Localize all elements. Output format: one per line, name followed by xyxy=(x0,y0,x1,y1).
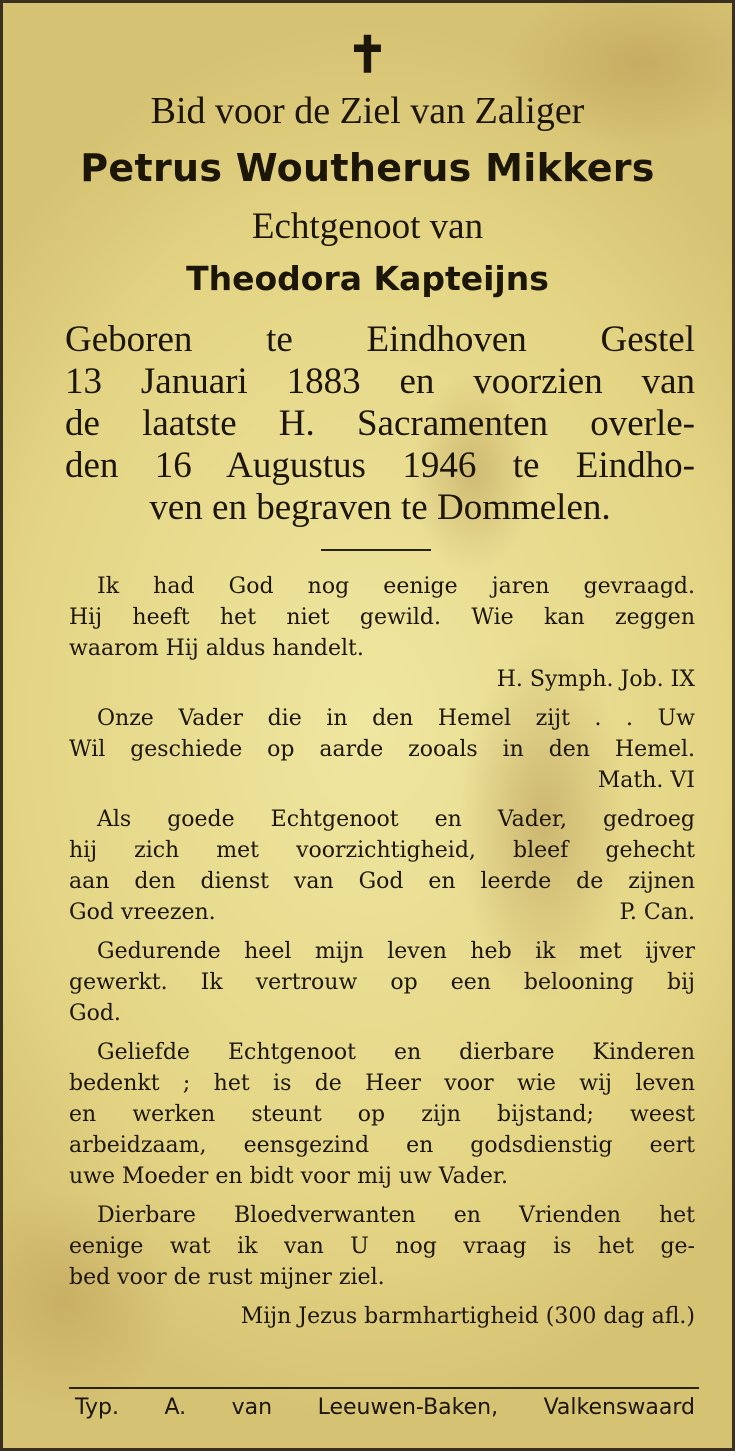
verse-line: bedenkt ; het is de Heer voor wie wij leven xyxy=(69,1071,695,1096)
divider xyxy=(321,549,431,551)
spouse-intro: Echtgenoot van xyxy=(251,206,484,247)
verse-line: God vreezen. xyxy=(69,900,216,925)
verse-source: H. Symph. Job. IX xyxy=(496,667,695,692)
verses xyxy=(69,571,695,1332)
verse-line: Hij heeft het niet gewild. Wie kan zeggen xyxy=(69,605,695,630)
prayer-line: Bid voor de Ziel van Zaliger xyxy=(150,90,585,132)
verse-line: gewerkt. Ik vertrouw op een belooning bij xyxy=(69,970,695,995)
verse-line: arbeidzaam, eensgezind en godsdienstig eert xyxy=(69,1133,695,1158)
verse-line: en werken steunt op zijn bijstand; weest xyxy=(69,1102,695,1127)
cross-icon: ✝ xyxy=(346,25,389,84)
biography xyxy=(65,319,695,529)
verse-source: P. Can. xyxy=(619,900,695,925)
deceased-name: Petrus Woutherus Mikkers xyxy=(80,146,655,190)
footer-divider xyxy=(69,1387,699,1389)
printer-credit: Typ. A. van Leeuwen-Baken, Valkenswaard xyxy=(75,1395,695,1420)
verse-line: God. xyxy=(69,1001,121,1026)
verse-line: hij zich met voorzichtigheid, bleef gehecht xyxy=(69,838,695,863)
verse-line: Geliefde Echtgenoot en dierbare Kinderen xyxy=(97,1040,695,1065)
verse-line: Ik had God nog eenige jaren gevraagd. xyxy=(97,574,695,599)
bio-line: Geboren te Eindhoven Gestel xyxy=(65,319,695,360)
bio-line: de laatste H. Sacramenten overle- xyxy=(65,403,695,444)
verse-line: bed voor de rust mijner ziel. xyxy=(69,1265,385,1290)
verse-line-with-source xyxy=(69,897,695,928)
bio-line: ven en begraven te Dommelen. xyxy=(149,487,611,528)
verse-line: Onze Vader die in den Hemel zijt . . Uw xyxy=(97,706,695,731)
bio-line: den 16 Augustus 1946 te Eindho- xyxy=(65,445,695,486)
spouse-name: Theodora Kapteijns xyxy=(186,259,549,298)
verse-line: waarom Hij aldus handelt. xyxy=(69,636,364,661)
verse-line: Als goede Echtgenoot en Vader, gedroeg xyxy=(97,807,695,832)
verse-line: Dierbare Bloedverwanten en Vrienden het xyxy=(97,1203,695,1228)
verse-line: eenige wat ik van U nog vraag is het ge- xyxy=(69,1234,695,1259)
verse-line: aan den dienst van God en leerde de zijnen xyxy=(69,869,695,894)
verse-line: uwe Moeder en bidt voor mij uw Vader. xyxy=(69,1164,508,1189)
verse-source: Math. VI xyxy=(597,768,695,793)
indulgence-line: Mijn Jezus barmhartigheid (300 dag afl.) xyxy=(240,1304,695,1329)
bio-line: 13 Januari 1883 en voorzien van xyxy=(65,361,695,402)
verse-line: Wil geschiede op aarde zooals in den Hemel. xyxy=(69,737,695,762)
verse-line: Gedurende heel mijn leven heb ik met ijver xyxy=(97,939,695,964)
